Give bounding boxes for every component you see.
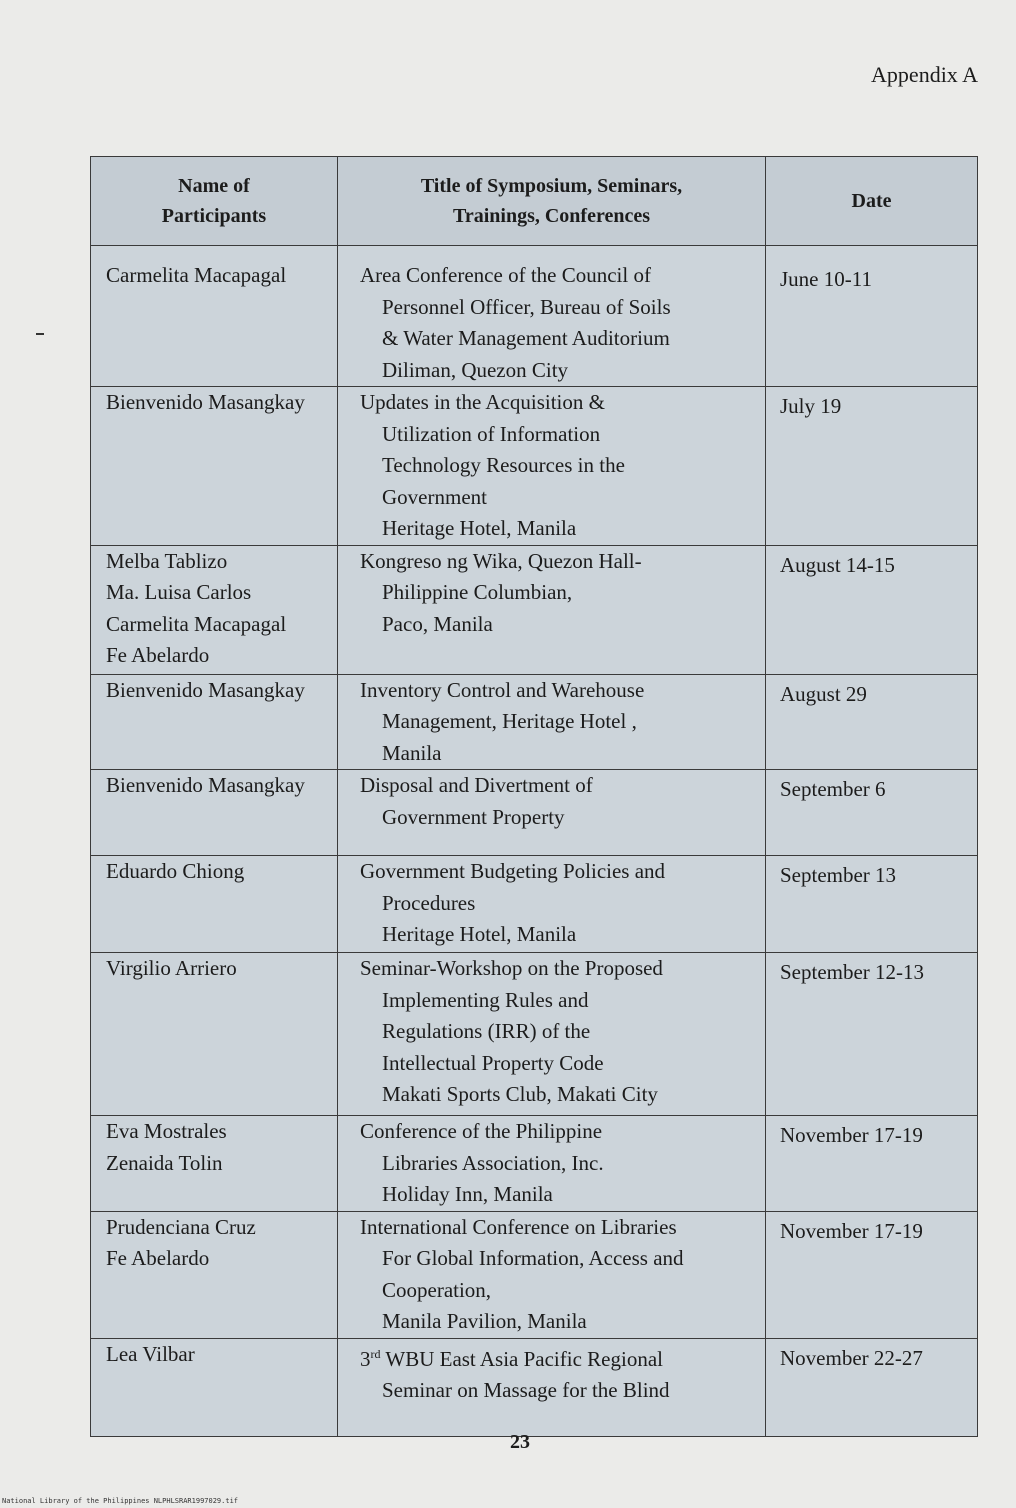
event-date-cell: November 17-19 [766,1116,978,1212]
participant-name: Bienvenido Masangkay [106,773,305,797]
event-title-line: Seminar on Massage for the Blind [382,1378,670,1402]
event-title-cell [338,1338,766,1436]
event-title-line: Philippine Columbian, [382,580,573,604]
participant-name: Ma. Luisa Carlos [106,580,252,604]
event-date-cell: July 19 [766,387,978,546]
event-title-line: Seminar-Workshop on the Proposed [360,956,663,980]
participants-cell [91,387,338,546]
event-title-line: Inventory Control and Warehouse [360,677,645,702]
participants-cell [91,856,338,953]
scan-footer: National Library of the Philippines NLPHLSRAR1997029.tif [2,1497,239,1505]
event-title-line: Holiday Inn, Manila [382,1182,553,1206]
event-title-line: Regulations (IRR) of the [382,1019,591,1043]
margin-mark [36,333,44,335]
event-title-line: Implementing Rules and [382,987,589,1012]
event-date-cell: August 29 [766,674,978,770]
table-row [91,674,978,770]
event-title-line: Government Property [382,804,565,829]
table-row [91,856,978,953]
event-date-cell: September 13 [766,856,978,953]
table-row [91,1338,978,1436]
event-date-cell: June 10-11 [766,246,978,387]
participants-cell [91,1211,338,1338]
event-title-line: Technology Resources in the [382,453,625,477]
event-title-line: Diliman, Quezon City [382,357,569,382]
event-title-cell [338,246,766,387]
event-title-line: Government Budgeting Policies and [360,859,666,883]
event-title-line: Heritage Hotel, Manila [382,516,577,540]
participants-cell [91,246,338,387]
participant-name: Bienvenido Masangkay [106,677,305,702]
table-row [91,387,978,546]
event-title-line: Intellectual Property Code [382,1050,604,1075]
participant-name: Lea Vilbar [106,1341,195,1366]
participants-cell [91,545,338,674]
event-title-line: Makati Sports Club, Makati City [382,1082,658,1106]
participant-name: Virgilio Arriero [106,956,237,980]
table-header-row [91,157,978,246]
event-title-cell [338,1211,766,1338]
participant-name: Bienvenido Masangkay [106,390,305,414]
event-title-line: Government [382,484,487,509]
event-title-line: & Water Management Auditorium [382,326,670,350]
participant-name: Eduardo Chiong [106,859,245,883]
header-line: Date [851,190,892,212]
event-title-line: Management, Heritage Hotel , [382,709,637,733]
event-title-cell [338,770,766,856]
event-title-line: Disposal and Divertment of [360,773,593,797]
event-title-cell [338,953,766,1116]
table-row [91,545,978,674]
event-title-line: Libraries Association, Inc. [382,1150,604,1175]
participant-name: Fe Abelardo [106,643,210,667]
event-title-line: For Global Information, Access and [382,1246,684,1270]
participants-cell [91,770,338,856]
appendix-label: Appendix A [871,62,978,87]
event-date-cell: November 22-27 [766,1338,978,1436]
event-date-cell: November 17-19 [766,1211,978,1338]
header-date [766,157,978,246]
participant-name: Carmelita Macapagal [106,611,287,636]
participant-name: Melba Tablizo [106,548,228,573]
table-row [91,770,978,856]
participants-cell [91,953,338,1116]
event-title-line: Manila [382,740,442,765]
header-line: Participants [161,205,267,227]
event-title-line: Procedures [382,890,476,915]
event-date-cell: September 6 [766,770,978,856]
event-title-line: Paco, Manila [382,611,493,636]
event-date-cell: September 12-13 [766,953,978,1116]
event-title-line: Personnel Officer, Bureau of Soils [382,294,671,319]
training-table [90,156,978,1437]
table-row [91,1116,978,1212]
event-date-cell: August 14-15 [766,545,978,674]
event-title-cell [338,545,766,674]
event-title-cell [338,674,766,770]
event-title-line: Cooperation, [382,1277,492,1302]
event-title-line: Utilization of Information [382,421,601,446]
event-title-line: Kongreso ng Wika, Quezon Hall- [360,548,642,573]
participant-name: Zenaida Tolin [106,1150,223,1175]
participants-cell [91,674,338,770]
event-title-cell [338,387,766,546]
table-body [91,246,978,1437]
event-title-line: 3rd WBU East Asia Pacific Regional [360,1346,663,1371]
table-row [91,953,978,1116]
participant-name: Prudenciana Cruz [106,1214,256,1239]
header-line: Name of [178,175,250,197]
event-title-line: Heritage Hotel, Manila [382,922,577,946]
header-line: Title of Symposium, Seminars, [420,175,683,197]
table-row [91,246,978,387]
event-title-cell [338,1116,766,1212]
participant-name: Eva Mostrales [106,1119,227,1143]
header-participants [91,157,338,246]
participant-name: Carmelita Macapagal [106,263,287,287]
table-row [91,1211,978,1338]
header-line: Trainings, Conferences [452,205,651,227]
event-title-line: Conference of the Philippine [360,1119,603,1143]
participants-cell [91,1338,338,1436]
event-title-line: International Conference on Libraries [360,1214,677,1239]
event-title-cell [338,856,766,953]
event-title-line: Area Conference of the Council of [360,263,651,287]
header-title [338,157,766,246]
event-title-line: Updates in the Acquisition & [360,390,605,414]
event-title-line: Manila Pavilion, Manila [382,1309,587,1333]
participant-name: Fe Abelardo [106,1246,210,1270]
page-number: 23 [510,1431,530,1453]
participants-cell [91,1116,338,1212]
